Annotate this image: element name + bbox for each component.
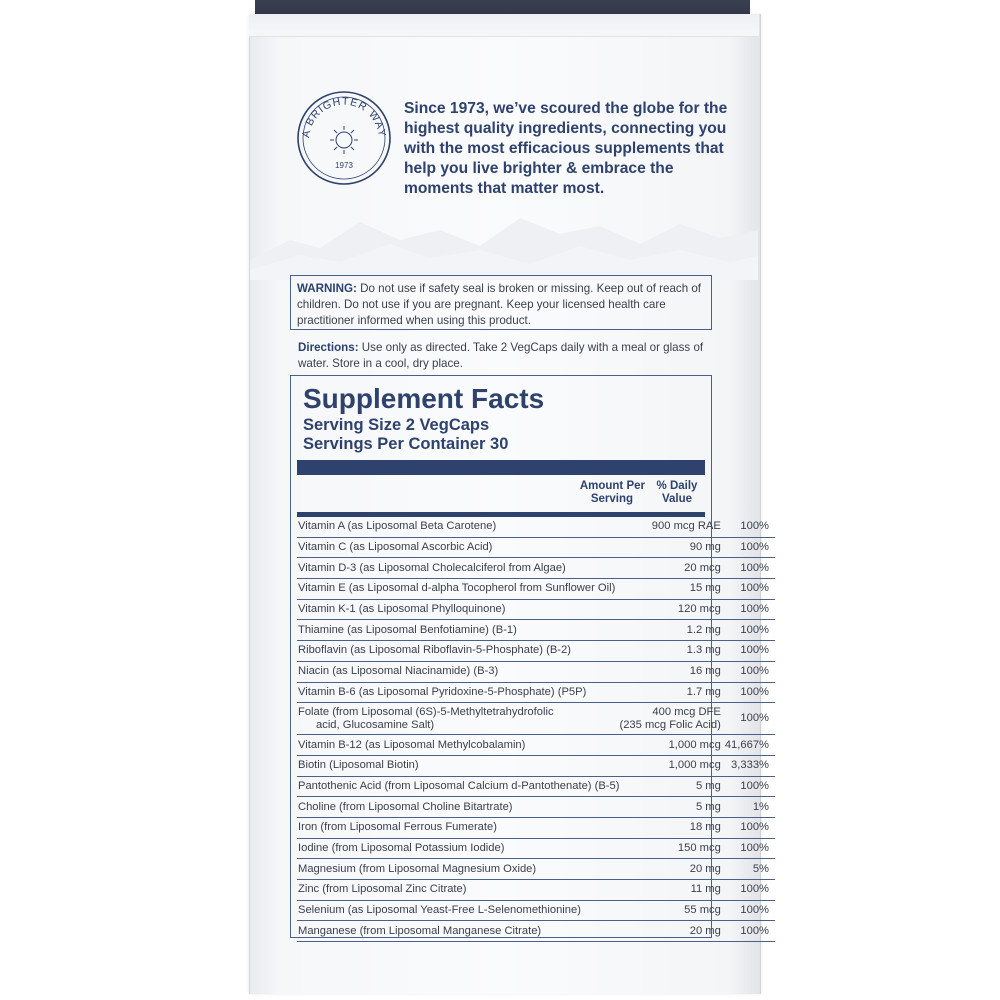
directions-text: Use only as directed. Take 2 VegCaps daily with a meal or glass of water. Store in a cool, dry place. (298, 341, 704, 370)
nutrient-name: Riboflavin (as Liposomal Riboflavin-5-Phosphate) (B-2) (297, 641, 619, 662)
nutrient-amount: 55 mcg (619, 900, 724, 921)
nutrient-amount: 20 mg (619, 859, 724, 880)
nutrient-daily-value: 3,333% (725, 755, 775, 776)
nutrient-name: Vitamin B-12 (as Liposomal Methylcobalamin) (297, 735, 619, 756)
nutrient-daily-value: 100% (725, 703, 775, 735)
nutrient-row (297, 703, 775, 735)
amount-per-serving-header: Amount Per Serving (579, 480, 645, 505)
nutrient-amount: 20 mcg (619, 558, 724, 579)
mission-statement: Since 1973, we’ve scoured the globe for the highest quality ingredients, connecting you with the most efficacious supplements that help you live brighter & embrace the moments that matter most. (404, 100, 728, 197)
nutrient-name: Vitamin A (as Liposomal Beta Carotene) (297, 517, 619, 537)
nutrient-daily-value: 100% (725, 880, 775, 901)
a-brighter-way-seal-logo (296, 90, 392, 186)
nutrient-row (297, 579, 775, 600)
nutrient-amount: 20 mg (619, 921, 724, 942)
supplement-facts-panel (290, 375, 769, 938)
nutrient-row (297, 661, 775, 682)
nutrient-name: Pantothenic Acid (from Liposomal Calcium d-Pantothenate) (B-5) (297, 776, 619, 797)
nutrient-daily-value: 100% (725, 838, 775, 859)
supplement-facts-title: Supplement Facts (303, 383, 545, 414)
nutrient-amount: 1.7 mg (619, 682, 724, 703)
nutrient-name: Vitamin D-3 (as Liposomal Cholecalciferol from Algae) (297, 558, 619, 579)
nutrient-name: Iodine (from Liposomal Potassium Iodide) (297, 838, 619, 859)
nutrient-row (297, 776, 775, 797)
nutrient-amount: 1.2 mg (619, 620, 724, 641)
nutrient-amount: 15 mg (619, 579, 724, 600)
box-fold (249, 14, 759, 37)
nutrient-daily-value: 100% (725, 620, 775, 641)
column-headers (297, 475, 705, 512)
nutrient-row (297, 517, 775, 537)
nutrient-amount: 5 mg (619, 776, 724, 797)
nutrient-daily-value: 100% (725, 661, 775, 682)
nutrient-daily-value: 100% (725, 517, 775, 537)
nutrient-name: Folate (from Liposomal (6S)-5-Methyltetrahydrofolic acid, Glucosamine Salt) (297, 703, 619, 735)
nutrient-daily-value: 100% (725, 579, 775, 600)
nutrient-row (297, 859, 775, 880)
nutrient-name: Choline (from Liposomal Choline Bitartrate) (297, 797, 619, 818)
nutrient-row (297, 735, 775, 756)
warning-text: Do not use if safety seal is broken or missing. Keep out of reach of children. Do not use if you are pregnant. Keep your licensed health care practitioner informed when using this product. (297, 282, 702, 327)
nutrient-row (297, 599, 775, 620)
nutrient-daily-value: 100% (725, 682, 775, 703)
nutrient-row (297, 797, 775, 818)
nutrient-daily-value: 100% (725, 817, 775, 838)
nutrient-name: Vitamin K-1 (as Liposomal Phylloquinone) (297, 599, 619, 620)
nutrient-row (297, 620, 775, 641)
nutrient-daily-value: 41,667% (725, 735, 775, 756)
nutrient-daily-value: 100% (725, 558, 775, 579)
nutrient-row (297, 880, 775, 901)
nutrient-amount: 1,000 mcg (619, 735, 724, 756)
seal-ring-text: A BRIGHTER WAY (299, 95, 389, 139)
nutrient-amount: 5 mg (619, 797, 724, 818)
directions-label: Directions: (298, 341, 359, 354)
nutrient-name: Zinc (from Liposomal Zinc Citrate) (297, 880, 619, 901)
nutrient-table (297, 517, 775, 942)
nutrient-name: Vitamin B-6 (as Liposomal Pyridoxine-5-Phosphate) (P5P) (297, 682, 619, 703)
nutrient-daily-value: 100% (725, 900, 775, 921)
nutrient-amount: 18 mg (619, 817, 724, 838)
nutrient-daily-value: 100% (725, 641, 775, 662)
nutrient-row (297, 900, 775, 921)
nutrient-name: Vitamin E (as Liposomal d-alpha Tocopherol from Sunflower Oil) (297, 579, 619, 600)
mountain-silhouette-graphic (250, 200, 758, 280)
servings-per-container: Servings Per Container 30 (303, 435, 509, 453)
nutrient-daily-value: 100% (725, 921, 775, 942)
nutrient-amount: 400 mcg DFE (235 mcg Folic Acid) (619, 703, 724, 735)
nutrient-amount: 1,000 mcg (619, 755, 724, 776)
nutrient-name: Vitamin C (as Liposomal Ascorbic Acid) (297, 537, 619, 558)
nutrient-amount: 16 mg (619, 661, 724, 682)
nutrient-row (297, 537, 775, 558)
daily-value-header: % Daily Value (656, 480, 698, 505)
nutrient-amount: 900 mcg RAE (619, 517, 724, 537)
nutrient-amount: 90 mg (619, 537, 724, 558)
nutrient-daily-value: 1% (725, 797, 775, 818)
nutrient-daily-value: 100% (725, 599, 775, 620)
nutrient-amount: 150 mcg (619, 838, 724, 859)
seal-year: 1973 (335, 161, 353, 170)
nutrient-daily-value: 100% (725, 776, 775, 797)
nutrient-row (297, 755, 775, 776)
nutrient-row (297, 558, 775, 579)
nutrient-row (297, 682, 775, 703)
nutrient-row (297, 921, 775, 942)
nutrient-name: Magnesium (from Liposomal Magnesium Oxide) (297, 859, 619, 880)
nutrient-name: Manganese (from Liposomal Manganese Citrate) (297, 921, 619, 942)
nutrient-row (297, 817, 775, 838)
warning-box (290, 275, 712, 330)
serving-size: Serving Size 2 VegCaps (303, 416, 490, 434)
nutrient-row (297, 641, 775, 662)
nutrient-daily-value: 100% (725, 537, 775, 558)
nutrient-amount: 1.3 mg (619, 641, 724, 662)
nutrient-name: Selenium (as Liposomal Yeast-Free L-Selenomethionine) (297, 900, 619, 921)
nutrient-name: Thiamine (as Liposomal Benfotiamine) (B-1) (297, 620, 619, 641)
nutrient-name: Biotin (Liposomal Biotin) (297, 755, 619, 776)
nutrient-amount: 120 mcg (619, 599, 724, 620)
nutrient-name: Niacin (as Liposomal Niacinamide) (B-3) (297, 661, 619, 682)
directions (298, 340, 708, 372)
nutrient-name: Iron (from Liposomal Ferrous Fumerate) (297, 817, 619, 838)
nutrient-daily-value: 5% (725, 859, 775, 880)
nutrient-row (297, 838, 775, 859)
warning-label: WARNING: (297, 282, 357, 295)
nutrient-amount: 11 mg (619, 880, 724, 901)
thick-divider (297, 460, 705, 475)
